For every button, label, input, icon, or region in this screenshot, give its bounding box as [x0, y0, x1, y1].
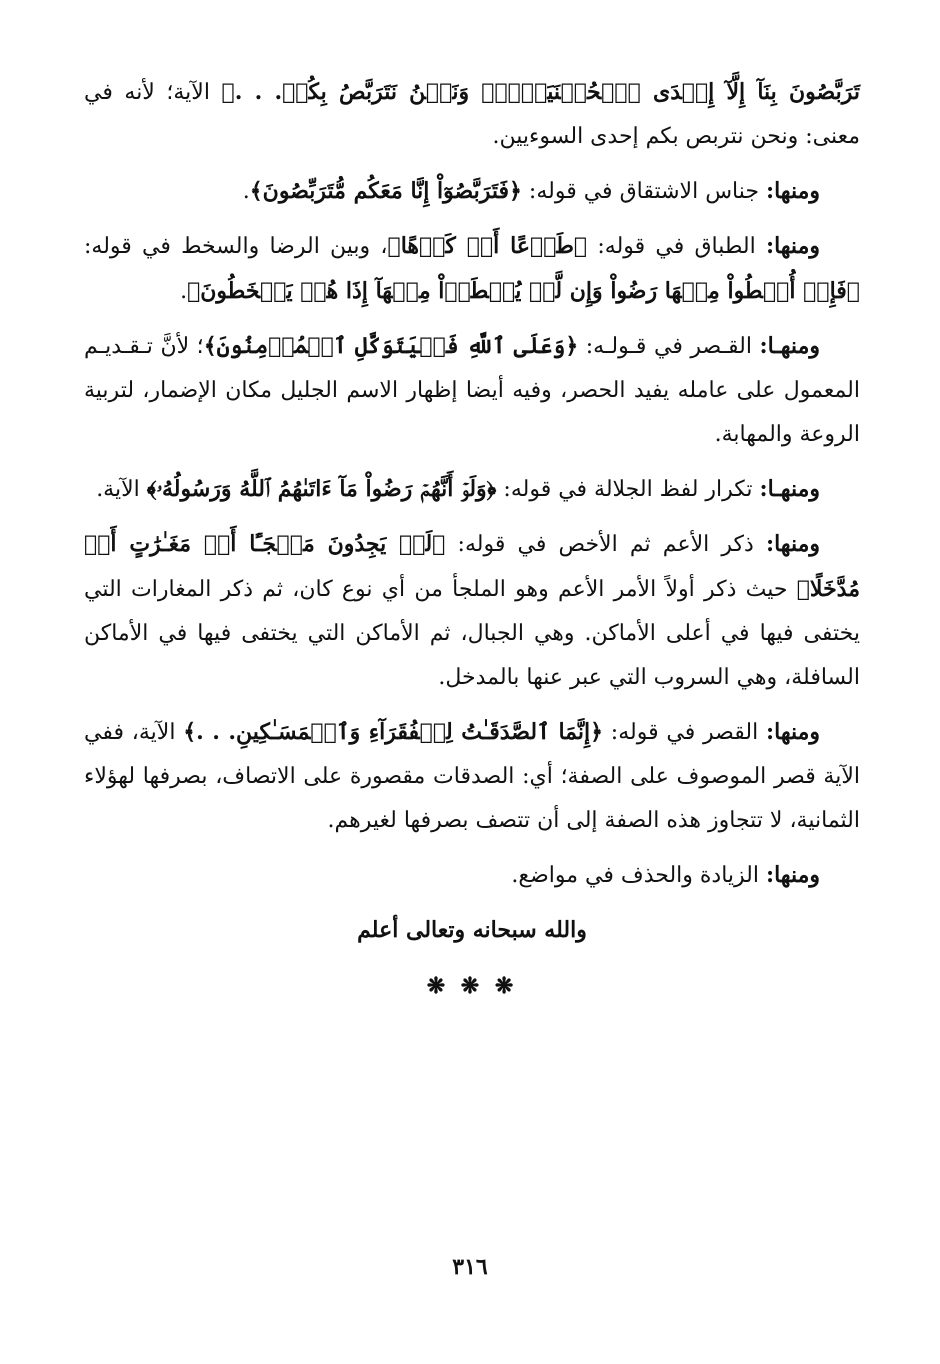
page-number: ٣١٦	[452, 1254, 488, 1280]
paragraph	[84, 710, 860, 843]
body-text: تكرار لفظ الجلالة في قوله:	[496, 477, 760, 502]
quran-verse: ﴿فَتَرَبَّصُوٓاْ إِنَّا مَعَكُم مُّتَرَبِّصُونَ﴾	[249, 178, 522, 204]
body-text: الزيادة والحذف في مواضع.	[511, 863, 766, 888]
body-text: القـصر في قـولـه:	[578, 334, 760, 359]
paragraph-lead: ومنهـا:	[759, 476, 820, 502]
quran-verse: ﴿لَوۡ يَجِدُونَ مَلۡجَـًٔا أَوۡ مَغَـٰرَٰتٍ أَوۡ مُدَّخَلًا﴾	[84, 531, 860, 602]
body-text: ؛ لأنَّ تـقـديـم المعمول على عامله يفيد الحصر، وفيه أيضا إظهار الاسم الجليل مكان الإضمار، لتربية الروعة والمهابة.	[84, 334, 860, 447]
body-text: القصر في قوله:	[603, 720, 766, 745]
paragraph	[84, 467, 860, 512]
paragraph-lead: ومنها:	[765, 531, 820, 557]
body-text: الطباق في قوله:	[587, 234, 766, 259]
body-text: ذكر الأعم ثم الأخص في قوله:	[445, 532, 766, 557]
body-text: .	[180, 279, 188, 304]
paragraph	[84, 853, 860, 898]
closing-line: والله سبحانه وتعالى أعلم	[357, 917, 587, 943]
paragraph	[84, 169, 860, 214]
quran-verse: ﴿وَعَلَى ٱللَّهِ فَلۡيَتَوَكَّلِ ٱلۡمُؤۡمِنُونَ﴾	[203, 333, 579, 359]
section-separator: ❋ ❋ ❋	[426, 973, 518, 999]
body-text: جناس الاشتقاق في قوله:	[521, 179, 766, 204]
paragraph-lead: ومنهـا:	[759, 333, 820, 359]
paragraph-lead: ومنها:	[765, 233, 820, 259]
paragraph	[84, 224, 860, 314]
body-text: الآية؛ لأنه في معنى: ونحن نتربص بكم إحدى السوءيين.	[84, 80, 860, 149]
quran-verse: ﴿طَوۡعًا أَوۡ كَرۡهًا﴾	[387, 233, 588, 259]
body-text: ، وبين الرضا والسخط في قوله:	[84, 234, 388, 259]
paragraph-lead: ومنها:	[765, 862, 820, 888]
quran-verse: ﴿إِنَّمَا ٱلصَّدَقَـٰتُ لِلۡفُقَرَآءِ وَٱلۡمَسَـٰكِينِ. . .﴾	[183, 719, 603, 745]
body-text: .	[242, 179, 250, 204]
body-text: الآية، ففي الآية قصر الموصوف على الصفة؛ أي: الصدقات مقصورة على الاتصاف، بصرفها لهؤلاء الثمانية، لا تتجاوز هذه الصفة إلى أن تتصف بصرفها لغيرهم.	[84, 720, 860, 833]
quran-verse: تَرَبَّصُونَ بِنَآ إِلَّآ إِحۡدَى ٱلۡحُسۡنَيَيۡنِۖ وَنَحۡنُ نَتَرَبَّصُ بِكُمۡ. . .﴾	[221, 79, 860, 105]
paragraph	[84, 324, 860, 457]
page-body	[84, 70, 860, 1008]
paragraph-lead: ومنها:	[765, 178, 820, 204]
quran-verse: ﴿فَإِنۡ أُعۡطُواْ مِنۡهَا رَضُواْ وَإِن لَّمۡ يُعۡطَوۡاْ مِنۡهَآ إِذَا هُمۡ يَسۡخَطُونَ﴾	[187, 278, 860, 304]
paragraph	[84, 522, 860, 700]
body-text: الآية.	[96, 477, 147, 502]
paragraph	[84, 70, 860, 159]
body-text: حيث ذكر أولاً الأمر الأعم وهو الملجأ من أي نوع كان، ثم ذكر المغارات التي يختفى فيها في أعلى الأماكن. وهي الجبال، ثم الأماكن التي يختفى فيها في الأماكن السافلة، وهي السروب التي عبر عنها بالمدخل.	[84, 577, 860, 690]
quran-verse: ﴿وَلَوۡ أَنَّهُمۡ رَضُواْ مَآ ءَاتَىٰهُمُ ٱللَّهُ وَرَسُولُهُۥ﴾	[146, 476, 497, 502]
paragraph-lead: ومنها:	[766, 719, 821, 745]
